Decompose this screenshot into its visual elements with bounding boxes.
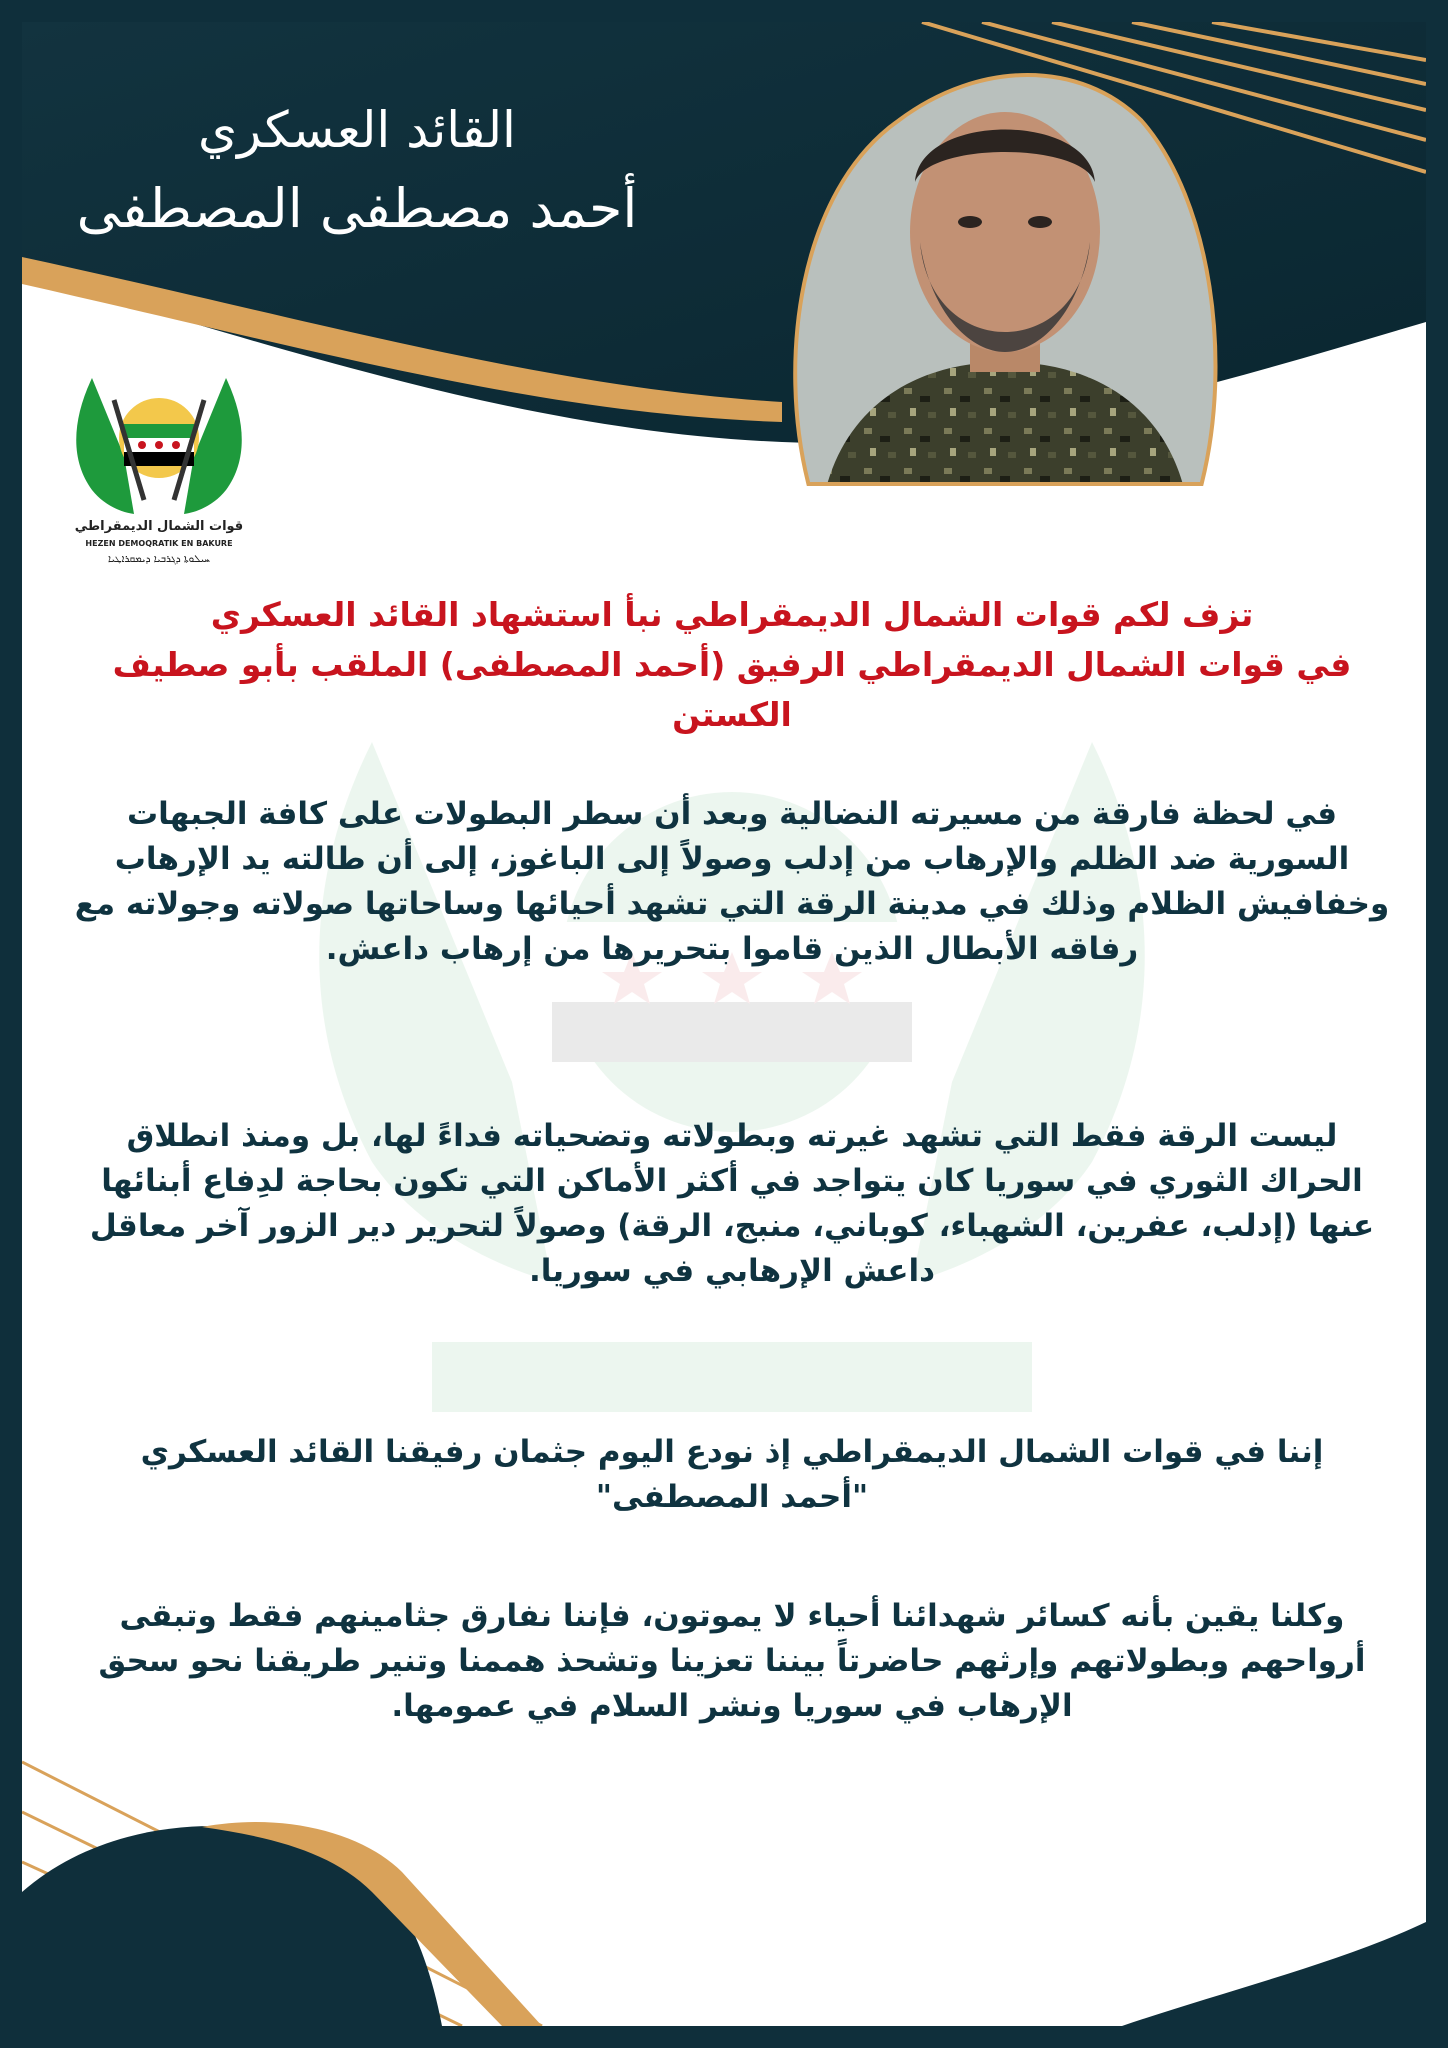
logo-arabic-name: قوات الشمال الديمقراطي	[74, 519, 244, 534]
paragraph-2: ليست الرقة فقط التي تشهد غيرته وبطولاته وتضحياته فداءً لها، بل ومنذ انطلاق الحراك الثوري في سوريا كان يتواجد في أكثر الأماكن التي تكون بحاجة لدِفاع أبنائها عنها (إدلب، عفرين، الشهباء، كوباني، منبج، الرقة) وصولاً لتحرير دير الزور آخر معاقل داعش الإرهابي في سوريا.	[89, 1118, 1375, 1289]
paragraph-3-line1: إننا في قوات الشمال الديمقراطي إذ نودع اليوم جثمان رفيقنا القائد العسكري	[140, 1434, 1324, 1470]
paragraph-4: وكلنا يقين بأنه كسائر شهدائنا أحياء لا يموتون، فإننا نفارق جثامينهم فقط وتبقى أرواحهم وبطولاتهم وإرثهم حاضرتاً بيننا تعزينا وتشحذ هممنا وتنير طريقنا نحو سحق الإرهاب في سوريا ونشر السلام في عمومها.	[98, 1598, 1366, 1724]
bottom-right-corner	[1122, 1922, 1426, 2026]
poster	[22, 22, 1426, 2026]
headline-line2: في قوات الشمال الديمقراطي الرفيق (أحمد المصطفى) الملقب بأبو صطيف الكستن	[112, 645, 1352, 734]
paragraph-3-line2: "أحمد المصطفى"	[595, 1479, 869, 1515]
commander-portrait	[780, 62, 1230, 512]
announcement-headline	[82, 590, 1382, 740]
forces-logo	[64, 360, 254, 570]
paragraph-1: في لحظة فارقة من مسيرته النضالية وبعد أن سطر البطولات على كافة الجبهات السورية ضد الظلم والإرهاب من إدلب وصولاً إلى الباغوز، إلى أن طالته يد الإرهاب وخفافيش الظلام وذلك في مدينة الرقة التي تشهد أحيائها وساحاتها صولاته وجولاته مع رفاقه الأبطال الذين قاموا بتحريرها من إرهاب داعش.	[74, 796, 1390, 967]
title-rank: القائد العسكري	[198, 101, 516, 159]
commander-title	[42, 92, 672, 250]
headline-line1: تزف لكم قوات الشمال الديمقراطي نبأ استشهاد القائد العسكري	[210, 595, 1254, 634]
title-name: أحمد مصطفى المصطفى	[76, 177, 638, 240]
paragraph-3	[72, 1430, 1392, 1520]
logo-syriac-name: ܚܝܠܘܬܐ ܕܓܪܒܝܐ ܕܝܡܩܪܐܛܝܐ	[108, 554, 210, 565]
logo-kurdish-name: HEZEN DEMOQRATIK EN BAKURE	[85, 539, 233, 548]
